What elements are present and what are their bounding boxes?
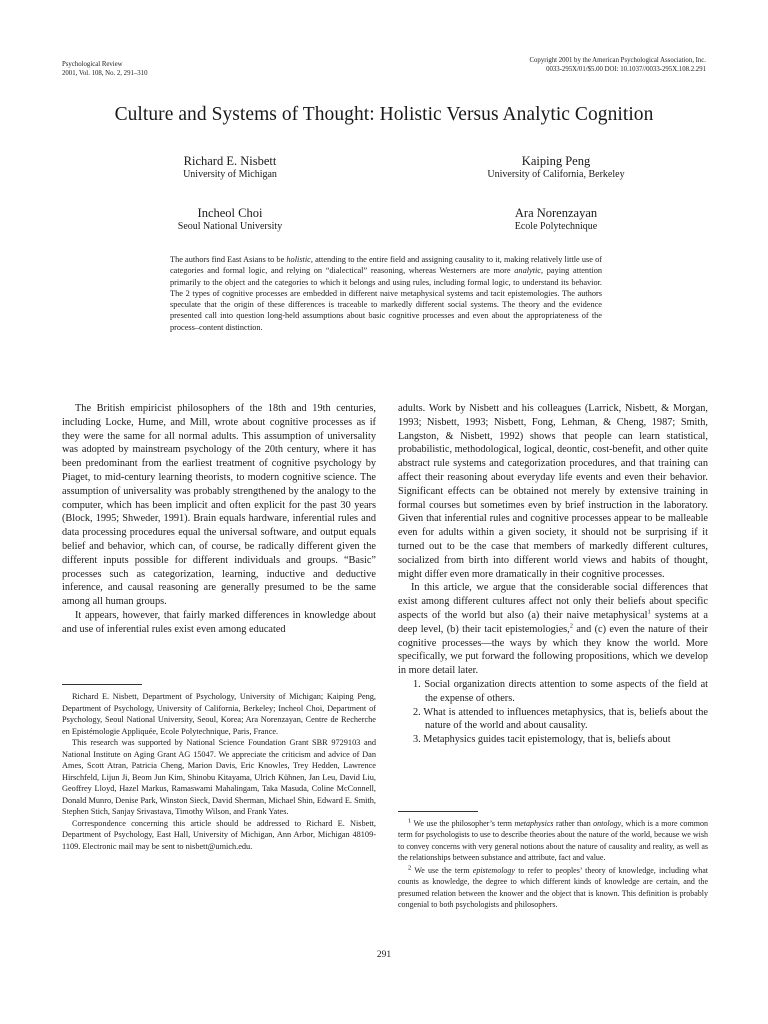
author-name: Richard E. Nisbett <box>183 154 277 168</box>
body-paragraph: The British empiricist philosophers of the 18th and 19th centuries, including Locke, Hume, and Mill, wrote about cognitive processes as if they were the same for all normal adults. This assumption of universality was adopted by mainstream psychology of the 20th century, where it has been predominant from the earliest treatment of cognitive psychology by Piaget, to mid-century learning theorists, to modern cognitive science. The assumption of universality was probably strengthened by the analogy to the computer, which has been implicit and often explicit for the past 30 years (Block, 1995; Shweder, 1991). Brain equals hardware, inferential rules and data processing procedures equal the universal software, and output equals belief and behavior, which can, of course, be radically different given the different inputs possible for different individuals and groups. “Basic” processes such as categorization, learning, inductive and deductive inference, and causal reasoning are generally presumed to be the same among all human groups. <box>62 403 376 608</box>
journal-header <box>62 61 147 78</box>
footnote-ref: 1 <box>647 608 651 616</box>
list-item: 1. Social organization directs attention to some aspects of the field at the expense of others. <box>413 678 708 704</box>
footnote-text: to refer to peoples’ theory of knowledge, including what counts as knowledge, the degree to which different kinds of knowledge are certain, and the presumed relation between the knower and the object that is known. This definition is probably congenial to both psychologists and philosophers. <box>398 866 708 910</box>
abstract-emphasis: holistic <box>286 255 311 264</box>
body-paragraph: It appears, however, that fairly marked differences in knowledge about and use of inferential rules exist even among educated <box>62 609 376 635</box>
footnote-emphasis: epistemology <box>472 866 515 876</box>
abstract <box>170 254 602 333</box>
footnote-text: We use the term <box>411 866 473 876</box>
author-name: Ara Norenzayan <box>514 206 598 220</box>
author-name: Incheol Choi <box>197 206 263 220</box>
body-text: systems at a deep level, (b) their tacit epistemologies, <box>398 609 708 635</box>
author-affiliation: Seoul National University <box>177 221 283 232</box>
journal-name: Psychological Review <box>62 61 123 68</box>
body-paragraph <box>398 581 708 678</box>
footnote-number: 1 <box>408 817 412 825</box>
footnote-divider <box>398 811 478 812</box>
footnote <box>398 865 708 910</box>
propositions-list <box>398 678 708 747</box>
footnote <box>398 818 708 863</box>
author-affiliation: University of California, Berkeley <box>487 169 625 180</box>
author-note <box>62 691 376 852</box>
abstract-text: , paying attention primarily to the object and the categories to which it belongs and using rules, including formal logic, to understand its behavior. The 2 types of cognitive processes are embedded in different naive metaphysical systems and tacit epistemologies. The authors speculate that the origin of these differences is traceable to markedly different social systems. The theory and the evidence presented call into question long-held assumptions about basic cognitive processes and even about the appropriateness of the process–content distinction. <box>170 266 602 332</box>
footnote-number: 2 <box>408 864 412 872</box>
footnote-ref: 2 <box>569 622 573 630</box>
author-note-paragraph: Correspondence concerning this article should be addressed to Richard E. Nisbett, Department of Psychology, East Hall, University of Michigan, Ann Arbor, Michigan 48109-1109. Electronic mail may be sent to nisbett@umich.edu. <box>62 818 376 851</box>
copyright-header <box>529 57 706 74</box>
author-block <box>130 206 330 233</box>
author-block <box>140 154 320 181</box>
volume-info: 2001, Vol. 108, No. 2, 291–310 <box>62 69 148 77</box>
body-paragraph: adults. Work by Nisbett and his colleagues (Larrick, Nisbett, & Morgan, 1993; Nisbett, 1993; Nisbett, Fong, Lehman, & Cheng, 1987; Smith, Langston, & Nisbett, 1992) shows that people can learn statistical, probabilistic, methodological, logical, deontic, cost-benefit, and other quite abstract rule systems and categorization procedures, and that training can affect their reasoning about everyday life events and even their behavior. Significant effects can be obtained not merely by extensive training in formal courses but sometimes even by brief instruction in the laboratory. Given that inferential rules and cognitive processes appear to be malleable even for adults within a given society, it should not be surprising if it turned out to be the case that members of markedly different cultures, socialized from birth into different world views and habits of thought, might differ even more dramatically in their cognitive processes. <box>398 403 708 580</box>
body-text: In this article, we argue that the considerable social differences that exist among different cultures affect not only their beliefs about specific aspects of the world but also (a) their naive metaphysical <box>398 582 708 621</box>
footnote-emphasis: metaphysics <box>514 819 554 828</box>
list-item: 2. What is attended to influences metaphysics, that is, beliefs about the nature of the world and about causality. <box>413 706 708 732</box>
page-number: 291 <box>376 950 392 960</box>
abstract-text: The authors find East Asians to be <box>170 255 287 264</box>
author-block <box>456 206 656 233</box>
left-column <box>62 402 376 637</box>
author-affiliation: Ecole Polytechnique <box>514 221 598 232</box>
article-title: Culture and Systems of Thought: Holistic Versus Analytic Cognition <box>114 104 654 125</box>
right-column <box>398 402 708 747</box>
body-text: and (c) even the nature of their cognitive processes—the ways by which they know the world. More specifically, we put forward the following propositions, which we develop in more detail later. <box>398 623 708 677</box>
footnote-emphasis: ontology <box>593 819 622 828</box>
footnote-divider <box>62 684 142 685</box>
footnotes <box>398 818 708 912</box>
copyright-line: Copyright 2001 by the American Psychological Association, Inc. <box>529 57 706 64</box>
author-block <box>436 154 676 181</box>
abstract-emphasis: analytic <box>514 266 541 276</box>
footnote-text: , which is a more common term for psychologists to use to describe theories about the nature of the world, because we wish to convey concerns with very general notions about the nature of causality and reality, as well as the relationships between substance and attribute, fact and value. <box>398 819 708 862</box>
author-note-paragraph: This research was supported by National Science Foundation Grant SBR 9729103 and National Institute on Aging Grant AG 15047. We appreciate the criticism and advice of Dan Ames, Scott Atran, Patricia Cheng, Marion Davis, Eric Knowles, Trey Hedden, Lawrence Hirschfeld, Lijun Ji, Beom Jun Kim, Shinobu Kitayama, Ulrich Kühnen, Jan Leu, David Liu, Geoffrey Lloyd, Hazel Markus, Ramaswami Mahalingam, Taka Masuda, Coline McConnell, Donald Munro, Denise Park, Winston Sieck, David Sherman, Michael Shin, Edward E. Smith, Stephen Stich, Sanjay Srivastava, Timothy Wilson, and Frank Yates. <box>62 738 376 816</box>
author-affiliation: University of Michigan <box>183 169 277 180</box>
list-item: 3. Metaphysics guides tacit epistemology, that is, beliefs about <box>413 734 671 746</box>
footnote-text: rather than <box>553 819 594 828</box>
doi-line: 0033-295X/01/$5.00 DOI: 10.1037//0033-295X.108.2.291 <box>546 65 706 73</box>
footnote-text: We use the philosopher’s term <box>411 819 515 828</box>
author-note-paragraph: Richard E. Nisbett, Department of Psychology, University of Michigan; Kaiping Peng, Department of Psychology, University of California, Berkeley; Incheol Choi, Department of Psychology, Seoul National University, Seoul, Korea; Ara Norenzayan, Centre de Recherche en Epistémologie Appliquée, Ecole Polytechnique, Paris, France. <box>62 692 376 736</box>
author-name: Kaiping Peng <box>521 154 591 168</box>
abstract-text: , attending to the entire field and assigning causality to it, making relatively little use of categories and formal logic, and relying on “dialectical” reasoning, whereas Westerners are more <box>170 255 602 276</box>
